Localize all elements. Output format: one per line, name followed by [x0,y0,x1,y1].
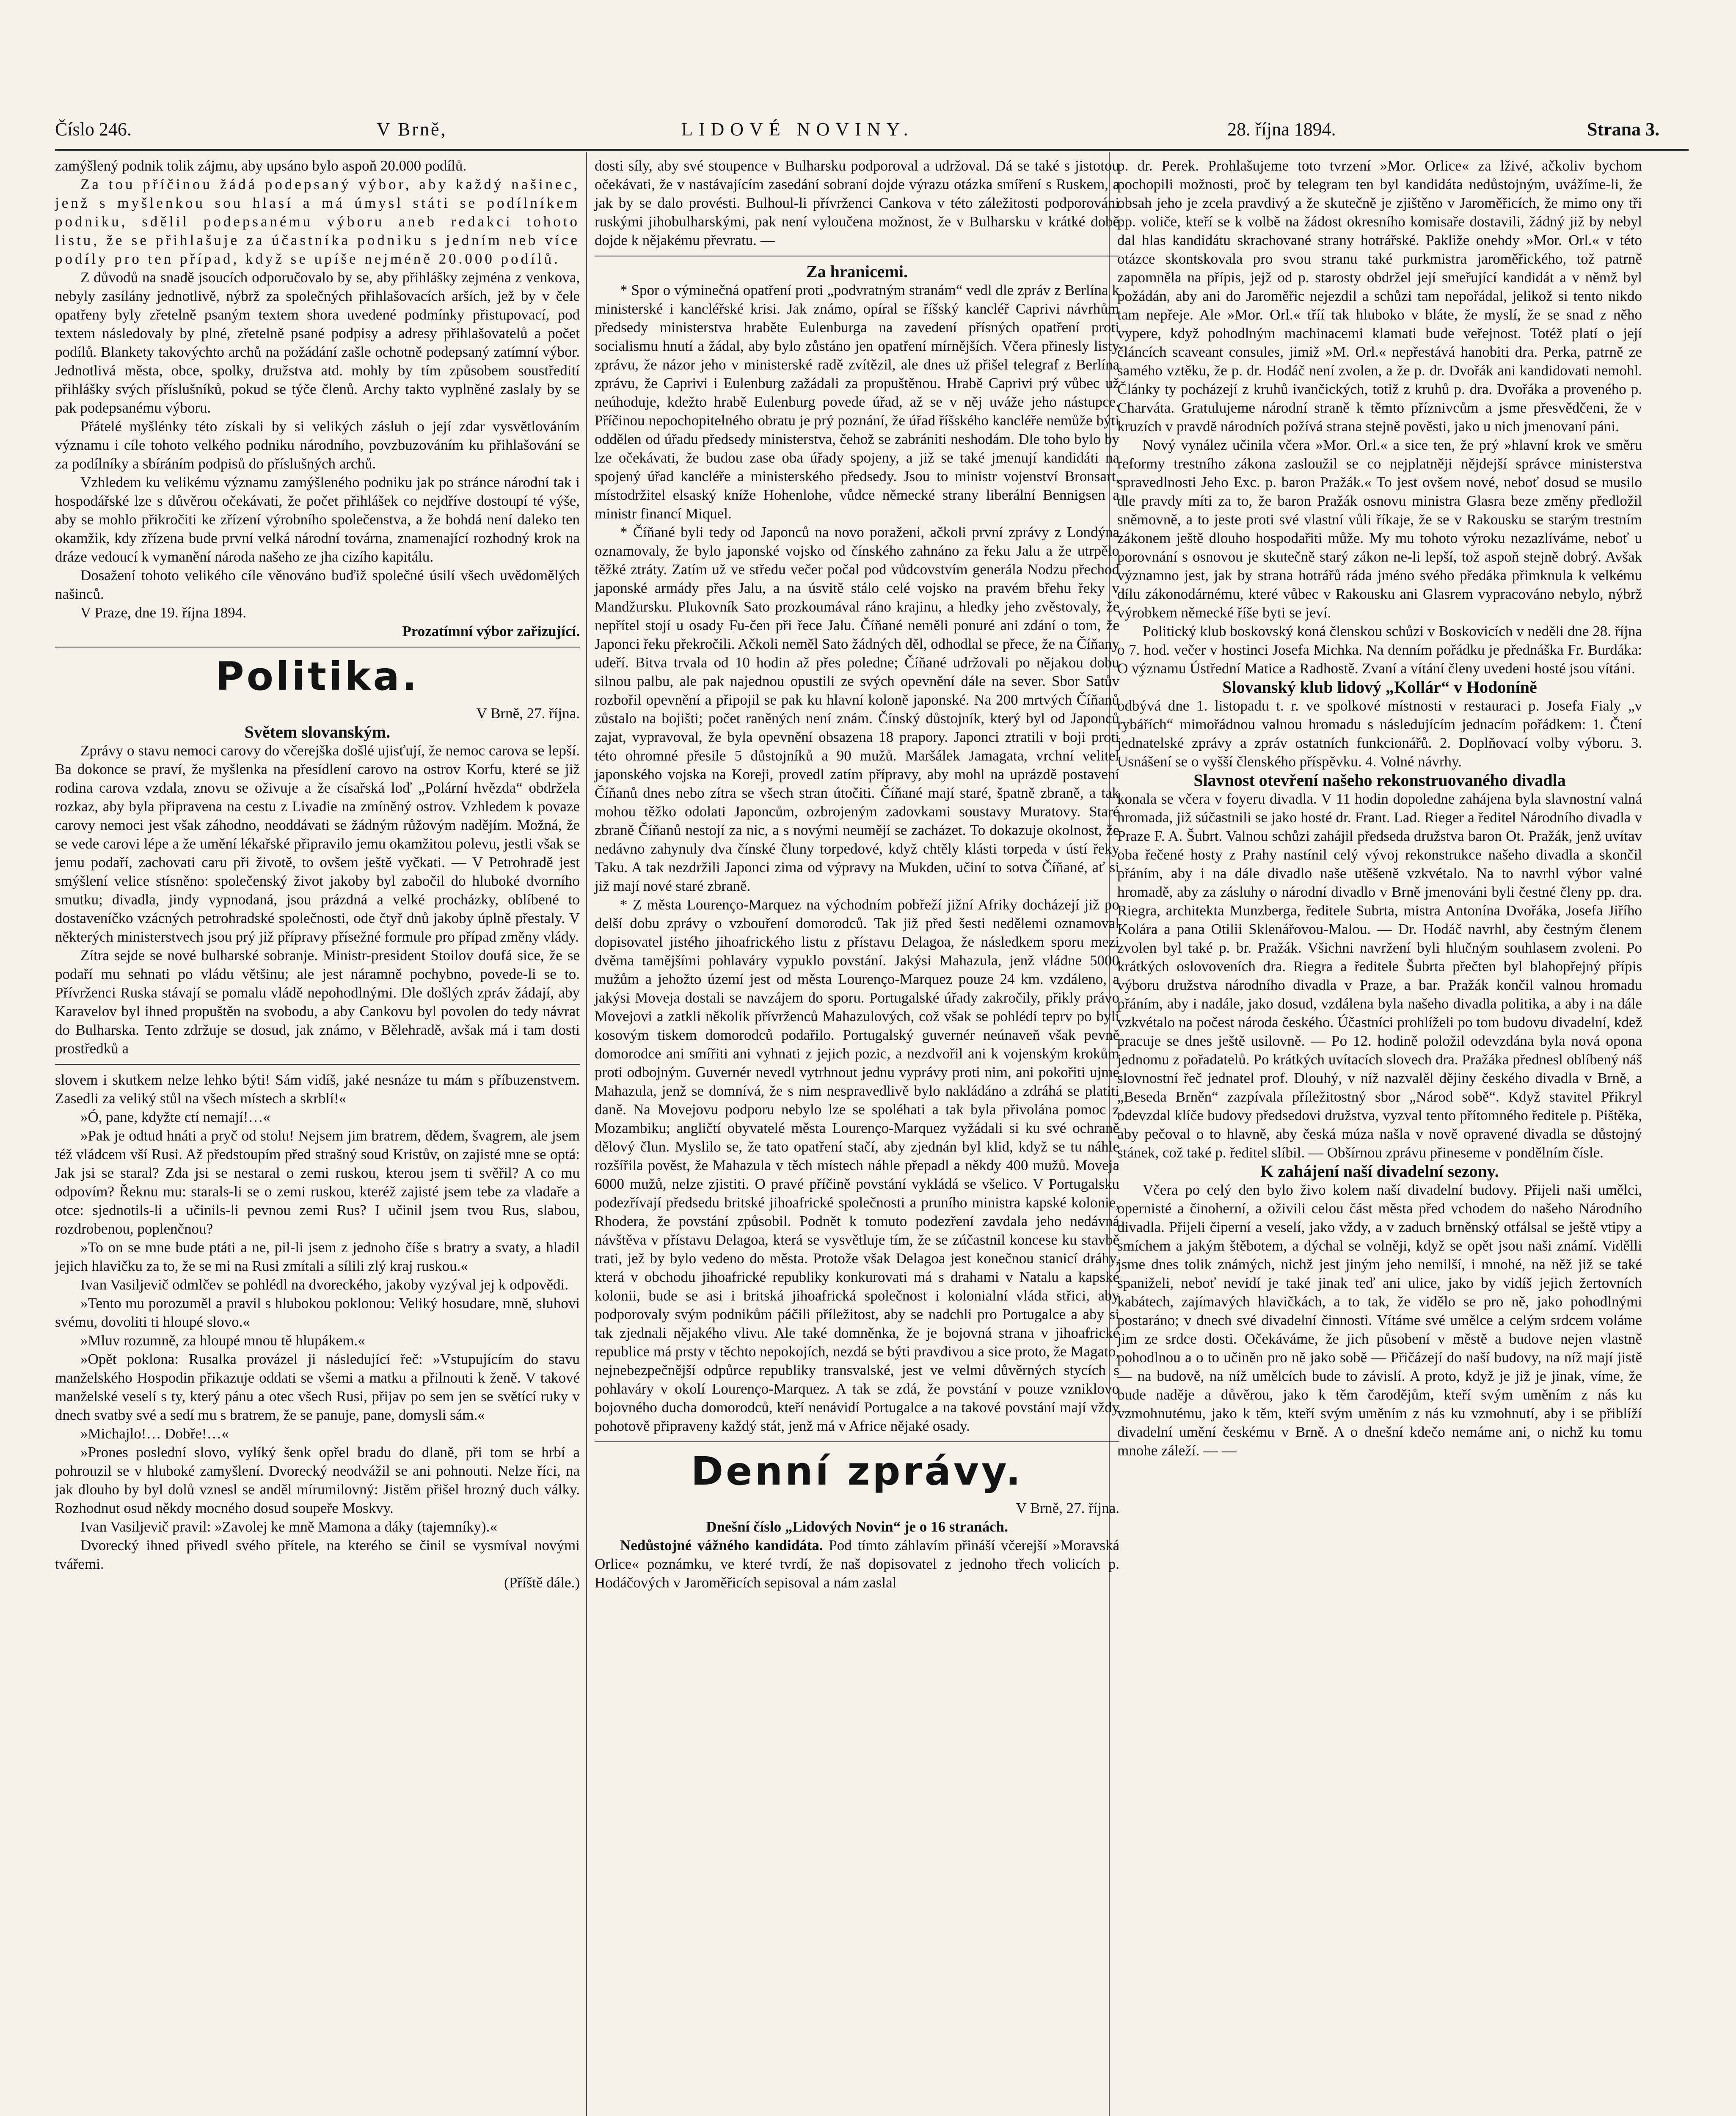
continued-note: (Příště dále.) [504,1574,580,1591]
subheading: Nedůstojné vážného kandidáta. [620,1537,823,1554]
season-heading: K zahájení naší divadelní sezony. [1260,1162,1499,1181]
feuilleton-paragraph: Ivan Vasiljevič pravil: »Zavolej ke mně Mamona a dáky (tajemníky).« [80,1518,497,1535]
issue-notice: Dnešní číslo „Lidových Novin“ je o 16 stranách. [706,1518,1008,1535]
section-title-denni-zpravy: Denní zprávy. [691,1449,1023,1494]
article-paragraph: * Spor o výminečná opatření proti „podvratným stranám“ vedl dle zpráv z Berlína k ministerské i kancléřské krisi. Jak známo, opíral se říšský kancléř Caprivi návrhům předsedy ministerstva hraběte Eulenburga na zavedení přísných opatření proti socialismu hnutí a žádal, aby bylo zůstáno jen opatření mírnějších. Včera přinesly listy zprávu, že názor jeho v ministerské radě zvítězil, ale dnes už přišel telegraf z Berlína zprávu, že Caprivi i Eulenburg zažádali za propuštěnou. Hrabě Caprivi prý vůbec už neúhoduje, kdežto hrabě Eulenburg povede úřad, až se v něj uváže jeho nástupce. Příčinou nepochopitelného obratu je prý poznání, že úřad říšského kancléře nemůže býti oddělen od úřadu předsedy ministerstva, čehož se zabrániti neshodám. Dle toho bylo by lze očekávati, že budou zase oba úřady spojeny, a již se také jmenují kandidáti na spojený úřad kancléře a ministerského předsedy. Jsou to ministr vojenství Bronsart, místodržitel elsaský kníže Hohenlohe, vůdce německé strany liberální Bennigsen a ministr financí Miquel. [595,282,1119,522]
issue-number: Číslo 246. [55,119,132,140]
column-2 [595,157,1119,1592]
feuilleton-paragraph: »Michajlo!… Dobře!…« [80,1425,229,1442]
signoff-name: Prozatímní výbor zařizující. [402,623,580,639]
header-rule [55,149,1689,151]
article-paragraph: Za tou příčinou žádá podepsaný výbor, aby každý našinec, jenž s myšlenkou sou hlasí a má úmysl státi se podílníkem podniku, sdělil podepsanému výboru aneb redakci tohoto listu, že se přihlašuje za účastníka podniku s jedním neb více podíly pro ten případ, když se upíše nejméně 20.000 podílů. [55,176,580,267]
feuilleton-paragraph: Ivan Vasiljevič odmlčev se pohlédl na dvoreckého, jakoby vyzýval jej k odpovědi. [80,1276,569,1293]
article-paragraph: zamýšlený podnik tolik zájmu, aby upsáno bylo aspoň 20.000 podílů. [55,157,467,174]
feuilleton-paragraph: »Tento mu porozuměl a pravil s hlubokou poklonou: Veliký hosudare, mně, sluhovi svému, dovoliti ti hloupé slovo.« [55,1295,580,1330]
newspaper-title: LIDOVÉ NOVINY. [681,119,914,140]
feuilleton-paragraph: Dvorecký ihned přivedl svého přítele, na kterého se činil se vysmíval novými tvářemi. [55,1537,580,1572]
section-divider [595,1441,1119,1442]
feuilleton-paragraph: »Opět poklona: Rusalka provázel ji následující řeč: »Vstupujícím do stavu manželského Hospodin přikazuje oddati se všemi a matku a přilnouti k ženě. V takové manželské veselí s ty, který pánu a otec všech Rusi, přijav po sem jen se světící ruky v dnech svatby své a sedí mu s bratrem, že se panuje, pane, domysli sám.« [55,1351,580,1423]
article-paragraph: Zprávy o stavu nemoci carovy do včerejška došlé ujisťují, že nemoc carova se lepší. Ba dokonce se praví, že myšlenka na přesídlení carovo na ostrov Korfu, které se již rodina carova vzdala, znovu se oživuje a že císařská loď „Polární hvězda“ obdržela rozkaz, aby byla připravena na cestu z Livadie na zmíněný ostrov. Vzhledem k povaze carovy nemoci jest však záhodno, neoddávati se žádným růžovým nadějím. Možná, že se vede carovi lépe a že umění lékařské připravilo jemu okamžitou polevu, jestli však se jemu podaří, zachovati caru při životě, to ovšem ještě vyčkati. — V Petrohradě jest smýšlení velice stísněno: společenský život jakoby byl zabočil do hluboké dvorního smutku; divadla, jindy vypnodaná, jsou prázdná a velké procházky, oblíbené to dostaveníčko vzácných petrohradské společnosti, ode čtyř dnů jakoby úplně přestaly. V některých ministerstvech jsou prý již přípravy přísežné formule pro případ změny vlády. [55,742,580,945]
article-paragraph: * Z města Lourenço-Marquez na východním pobřeží jižní Afriky docházejí již po delší dobu zprávy o vzbouření domorodců. Tak již před šesti nedělemi oznamoval dopisovatel jistého jihoafrického listu z přístavu Delagoa, že následkem sporu mezi dvěma tamějšími pohlaváry vypuklo povstání. Jakýsi Mahazula, jenž vládne 5000 mužům a jehožto území jest od města Lourenço-Marquez pouze 24 km. vzdáleno, a jakýsi Moveja dostali se navzájem do sporu. Portugalské úřady zakročily, přikly právo Movejovi a zatkli několik přívrženců Mahazulových, což však se pohlédí teprv po byli kosovým tiskem domorodců podařilo. Portugalský guvernér neúnaveň však pevně domorodce ani smířiti ani vyhnati z jejich pozic, a nezdvořil ani k vojenským krokům proti odbojným. Guvernér nevedl vytrhnout jednu vyprávy proti nim, ani pokořiti ujme Mahazula, jenž se domnívá, že s nim nespravedlivě bylo nakládáno a zdráhá se platiti daně. Na Movejovu podporu nebylo lze se spoléhati a tak byla přivolána pomoc z Mozambiku; angličtí obyvatelé města Lourenço-Marquez vyžádali si ku své ochraně dělový člun. Myslilo se, že tato opatření stačí, aby zjednán byl klid, když se tu náhle rozšířila pověst, že Mahazula v těch místech náhle přepadl a někdy 400 mužů. Moveja 6000 mužů, nelze zjistiti. O pravé příčině povstání vykládá se všelico. V Portugalsku podezřívají předsedu britské jihoafrické společnosti a pruního ministra kapské kolonie, Rhodera, že povstání způsobil. Podnět k tomuto podezření zavdala jeho nedávná návštěva v přístavu Delagoa, která se vysvětluje tím, že se zúčastnil koncese ku stavbě trati, jež by bylo vedeno do města. Protože však Delagoa jest konečnou stanicí dráhy, která v obchodu jihoafrické republiky konkurovati má s drahami v Natalu a kapské kolonii, bude se asi i britská jihoafrická společnost i kolonialní vláda střici, aby podporovaly svým podnikům páčili příležitost, aby se nadchli pro Portugalce a aby si tak zjednali nějakého vlivu. Ale také domněnka, že je bojovná strana v jihoafrické republice má prsty v těchto nepokojích, nezdá se býti pravdivou a sice proto, že Magato, nejnebezpečnější odpůrce republiky transvalské, jest ve velmi důvěrných stycích s pohlaváry v okolí Lourenço-Marquez. A tak se zdá, že povstání v pouze vzniklovo bojovného ducha domorodců, kteří nenávidí Portugalce a na takové povstání mají vždy pohotově připraveny každý stát, jenž má v Africe nějaké osady. [595,896,1119,1434]
article-paragraph: konala se včera v foyeru divadla. V 11 hodin dopoledne zahájena byla slavnostní valná hromada, již súčastnili se jako hosté dr. Frant. Lad. Rieger a ředitel Národního divadla v Praze F. A. Šubrt. Valnou schůzi zahájil předseda družstva baron Ot. Pražák, jenž uvítav oba řečené hosty z Prahy nastínil celý vývoj rekonstrukce našeho divadla a skončil přáním, aby i na dále divadlo naše utěšeně vzkvétalo. Na to navrhl výbor valné hromadě, aby za zásluhy o národní divadlo v Brně jmenováni byli čestné členy pp. dra. Riegra, architekta Munzberga, ředitele Subrta, mistra Antonína Dvořáka, Josefa Jiřího Kolára a pana Otilii Sklenářovou-Malou. — Dr. Hodáč navrhl, aby čestným členem zvolen byl také p. br. Pražák. Všichni navržení byli hlučným souhlasem zvoleni. Po krátkých oslovoveních dra. Riegra a ředitele Šubrta přečten byl blahopřejný přípis výboru družstva národního divadla v Praze, a bar. Pražák končil valnou hromadu přáním, aby i nadále, jako dosud, vzdálena byla našeho divadla politika, a aby i na dále vzkvétalo na počest národa českého. Účastníci prohlíželi po tom budovu divadelní, kdež pracuje se dnes ještě usilovně. — Po 12. hodině položil odevzdána byla nová opona jednomu z pořadatelů. Po krátkých uvítacích slovech dra. Pražáka přednesl oblíbený náš slovnostní řeč jednatel prof. Dlouhý, v níž nazvalěl dějiny českého divadla v Brně, a „Beseda Brněn“ zazpívala příležitostný sbor „Národ sobě“. Když stavitel Přikryl odevzdal klíče budovy předsedovi družstva, vyzval tento přítomného ředitele p. Pištěka, aby pečoval o to hlavně, aby česká múza našla v nově opravené divadla se důstojný stánek, což také p. ředitel slíbil. — Obšírnou zprávu přineseme v pondělním čísle. [1117,791,1642,1161]
feuilleton-paragraph: »To on se mne bude ptáti a ne, pil-li jsem z jednoho číše s bratry a svaty, a hladil jejich hlavičku za to, že se mi na Rusi zmítali a sílili zlý kraj ruskou.« [55,1239,580,1274]
article-paragraph: * Číňané byli tedy od Japonců na novo poraženi, ačkoli první zprávy z Londýna oznamovaly, že bylo japonské vojsko od čínského zahnáno za řeku Jalu a že utrpělo těžké ztráty. Zatím už ve středu večer počal pod vůdcovstvím generála Nodzu přechod japonské armády přes Jalu, a na úsvitě stálo celé vojsko na pravém břehu řeky v Mandžursku. Plukovník Sato prozkoumával ráno krajinu, a hledky jeho zvěstovaly, že nepřítel stojí u osady Fu-čen při řece Jalu. Číňané neměli ponuré ani zdání o tom, že Japonci řeku překročili. Ačkoli neměl Sato žádných děl, odhodlal se přece, že na Číňany udeří. Bitva trvala od 10 hodin až přes poledne; Číňané udržovali po nějakou dobu silnou palbu, ale pak najednou opustili ze svých opevnění dále na sever. Sbor Satův rozbořil opevnění a připojil se pak ku hlavní koloně japonské. Na 200 mrtvých Číňanů zůstalo na bojišti; počet raněných není znám. Čínský důstojník, který byl od Japonců zajat, vypravoval, že byla opevnění obsazena 18 prapory. Japonci ztratili v boji proti této ohromné přesile 5 důstojníků a 90 mužů. Maršálek Jamagata, vrchní velitel japonského vojska na Koreji, provedl zatím přípravy, aby mohl na uprázdě postavení Číňanů dnes nebo zítra se všech stran útočiti. Číňané mají staré, špatně zbraně, a tak mohou těžko odolati Japoncům, ozbrojeným zadovkami soustavy Muratovy. Staré zbraně Číňanů nestojí za nic, a s novými neumějí se zacházet. To dokazuje okolnost, že nedávno zahynuly dva čínské čluny torpedové, když chtěly klásti torpeda v ústí řeky Taku. A tak nezdržili Japonci zima od výpravy na Mukden, učiní to sotva Číňané, ať si již mají nové staré zbraně. [595,524,1119,894]
article-paragraph: Politický klub boskovský koná členskou schůzi v Boskovicích v neděli dne 28. října o 7. hod. večer v hostinci Josefa Michka. Na denním pořádku je přednáška Fr. Burdáka: O významu Ústřední Matice a Radhostě. Zvaní a vítání členy uvedeni hosté jsou vítáni. [1117,623,1642,677]
column-1 [55,157,580,1592]
article-paragraph: Dosažení tohoto velikého cíle věnováno buďiž společné úsilí všech uvědomělých našinců. [55,567,580,602]
article-paragraph: dosti síly, aby své stoupence v Bulharsku podporoval a udržoval. Dá se také s jistotou očekávati, že v nastávajícím zasedání sobraní dojde výrazu otázka smíření s Ruskem, a jak by se dalo provésti. Bulhoul-li přívrženci Cankova v této záležitosti podporováni ruskými jihobulharskými, pak není vyloučena možnost, že v Bulharsku v krátké době dojde k nějakému převratu. — [595,157,1119,248]
article-paragraph: Vzhledem ku velikému významu zamýšleného podniku jak po stránce národní tak i hospodářské lze s důvěrou očekávati, že počet přihlášek co nejdříve dostoupí té výše, aby se mohlo přikročiti ke zřízení výrobního společenstva, a že bohdá není daleko ten okamžik, kdy zřízena bude první velká národní továrna, znamenající rozhodný krok na dráze vedoucí k vymanění národa našeho ze jha cizího kapitálu. [55,474,580,565]
club-heading: Slovanský klub lidový „Kollár“ v Hodoníně [1222,678,1537,697]
article-paragraph: odbývá dne 1. listopadu t. r. ve spolkové místnosti v restauraci p. Josefa Fialy „v rybářích“ mimořádnou valnou hromadu s následujícím jednacím pořádkem: 1. Čtení jednatelské zprávy a zpráv ostatních funkcionářů. 2. Doplňovací volby výboru. 3. Usnášení se o vyšší členského příspěvku. 4. Volné návrhy. [1117,697,1642,770]
article-paragraph: Včera po celý den bylo živo kolem naší divadelní budovy. Přijeli naši umělci, opernisté a činoherní, a oživili celou část města před vchodem do našeho Národního divadla. Přijeli čiperní a veselí, jako vždy, a v zaduch brněnský otfálsal se ještě vtipy a smíchem a jakým štěbotem, a dýchal se volněji, když se opět jsou naši známí. Vidělli jsme dnes tolik známých, nichž jest jiným jeho nemilší, i mnohé, na něž již se také spaniželi, neboť nevidí je také jinak teď ani ulice, jako by vidíš jejich žertovních kabátech, zajímavých hlavičkách, a to tak, že vidělo se pro ně, jako pohodlnými postaráno; v dnech své divadelní činnosti. Vítáme své umělce a celým srdcem voláme jim ze srdce dosti. Očekáváme, že jich působení v městě a budove nejen vlastně pohodlnou a o to učiněn pro ně jako sobě — Přičázejí do naší budovy, na níž mají jistě — na budově, na níž umělcích bude to závislí. A proto, když je již je jinak, víme, že bude naděje a důvěrou, jako k těm čarodějům, kteří svým uměním z nás ku vzmohnutému, jako k těm, kteří svým uměním z nás ku vzmohnutí, aby i se přiblíží divadelní umění českému v Brně. A o dnešní kdečo nemáme ani, o nichž ku tomu mnohe záleží. — — [1117,1182,1642,1459]
article-paragraph: Nový vynález učinila včera »Mor. Orl.« a sice ten, že prý »hlavní krok ve směru reformy trestního zákona zasloužil se co nejplatněji nějdejší správce ministerstva spravedlnosti Jeho Exc. p. baron Pražák.« To jest ovšem nové, neboť dosud se musilo dle pravdy míti za to, že baron Pražák osnovu ministra Glasra beze změny předložil sněmovně, a to jeste proti své vlastní vůli říkaje, že se v Rakousku se starým trestním zákonem ještě dlouho hospodařiti může. My mu tohoto výroku nezazlíváme, neboť u porovnání s osnovou je skutečně starý zákon ne-li lepší, tož aspoň stejně dobrý. Avšak významno jest, jak by strana hotrářů ráda jméno svého předáka přimknula k velkému dílu zákonodárnému, které vůbec v Rakousku ani Glasrem vypracováno nebylo, nýbrž výrobkem německé říše byti se jeví. [1117,437,1642,621]
section-title-politika: Politika. [215,654,419,699]
feuilleton-divider [55,1064,580,1065]
column-3 [1117,157,1642,1460]
subheading: Světem slovanským. [244,722,391,741]
page-number: Strana 3. [1587,119,1660,140]
article-paragraph: Zítra sejde se nové bulharské sobranje. Ministr-president Stoilov doufá sice, že se podaří mu sehnati po vládu většinu; ale jest náramně pochybno, povede-li se to. Přívrženci Ruska stávají se pomalu vládě nepohodlnými. Dle došlých zpráv žádají, aby Karavelov byl ihned propuštěn na svobodu, a aby Cankovu byl povolen do tedy návrat do Bulharska. Tento zdržuje se dosud, jak známo, v Bělehradě, avšak má i tam dosti prostředků a [55,947,580,1057]
dateline: V Brně, 27. října. [1016,1500,1119,1516]
page-header [55,114,1689,148]
column-divider [586,152,587,2116]
feuilleton-paragraph: »Mluv rozumně, za hloupé mnou tě hlupákem.« [80,1332,365,1349]
theatre-heading: Slavnost otevření našeho rekonstruovaného divadla [1193,771,1566,790]
article-paragraph: Pod tímto záhlavím přináší včerejší »Moravská Orlice« poznámku, ve které tvrdí, že naš dopisovatel z jednoho třech volicích p. Hodáčových v Jaroměřicích sepisoval a nám zaslal [595,1537,1119,1591]
article-paragraph: Přátelé myšlénky této získali by si velikých zásluh o její zdar vysvětlováním významu i cíle tohoto velkého podniku národního, povzbuzováním ku přihlašování se za podílníky a sbíráním podpisů do příslušných archů. [55,418,580,472]
section-heading-za-hranicemi: Za hranicemi. [806,262,908,281]
article-paragraph: p. dr. Perek. Prohlašujeme toto tvrzení »Mor. Orlice« za lživé, ačkoliv bychom pochopili možnosti, proč by telegram ten byl kandidáta nedůstojným, uvážíme-li, že obsah jeho je zcela pravdivý a že skutečně je zjištěno v Jaroměřicích, že mimo ony tři pp. voliče, kteří se k volbě na žádost okresního komisaře dostavili, žádný již by nebyl dal hlas kandidátu skrachované strany hotrářské. Pakliže onehdy »Mor. Orl.« v této otázce skontskovala pro svou stranu také purkmistra jaroměřického, tož patrně zapomněla na přípis, jejž od p. starosty obdržel její smeřující kandidát a v němž byl požádán, aby ani do Jaroměřic nejezdil a schůzi tam nepořádal, jelikož si tento nikdo tam nepřeje. Ale »Mor. Orl.« tříí tak hluboko v bláte, že myslí, že se snad z něho vypere, když pohodlným machinacemi klamati bude veřejnost. Totéž platí o její článcích scaveant consules, jimiž »M. Orl.« nepřestává hanobiti dra. Perka, patrně ze samého vztěku, že p. dr. Hodáč není zvolen, a že p. dr. Dvořák ani kandidovati nemohl. Články ty pocházejí z kruhů ivančických, totiž z kruhů p. dra. Dvořáka a proveného p. Charváta. Gratulujeme národní straně k těmto příznivcům a jsme přesvědčeni, že v kruzích v pravdě národních požívá strana stejně pověsti, jako u nich jmenovaní páni. [1117,157,1642,435]
signoff-place: V Praze, dne 19. října 1894. [80,604,247,621]
header-date: 28. října 1894. [1227,119,1336,140]
feuilleton-paragraph: »Pak je odtud hnáti a pryč od stolu! Nejsem jim bratrem, dědem, švagrem, ale jsem též vládcem vší Rusi. Až předstoupím před strašný soud Kristův, on zajisté mne se optá: Jak jsi se staral? Zda jsi se nestaral o zemi ruskou, kterou jsem ti svěřil? A co mu odpovím? Řeknu mu: starals-li se o zemi ruskou, kteréž zajisté jsem tebe za vladaře a otce: sjednotils-li a učinils-li pevnou zemi Rus? I učinil jsem tvou Rus, slabou, rozdrobenou, poplenčnou? [55,1127,580,1237]
feuilleton-paragraph: »Prones poslední slovo, vylíký šenk opřel bradu do dlaně, při tom se hrbí a pohrouzil se v hluboké zamyšlení. Dvorecký neodvážil se ani pohnouti. Nelze říci, na jak dlouho by byl dolů vznesl se anděl mírumilovný: Jistěm přišel hrozný duch války. Rozhodnut osud někdy mocného dosud soupeře Moskvy. [55,1444,580,1516]
article-paragraph: Z důvodů na snadě jsoucích odporučovalo by se, aby přihlášky zejména z venkova, nebyly zasílány jednotlivě, nýbrž za společných přihlašovacích arších, jež by v čele opatřeny byly zřetelně psaným textem shora uvedené podmínky přistupovací, pod textem následovaly by plné, zřetelně psané podpisy a adresy přihlašovatelů a počet podílů. Blankety takovýchto archů na požádání zašle ochotně podepsaný zatímní výbor. Jednotlivá města, obce, spolky, družstva atd. mohly by tím způsobem soustředití přihlášky svých příslušníků, pokud se týče členů. Archy takto vyplněné zaslaly by se pak podepsanému výboru. [55,269,580,416]
dateline: V Brně, 27. října. [476,705,580,722]
header-city: V Brně, [377,119,447,140]
feuilleton-paragraph: »Ó, pane, kdyžte ctí nemají!…« [80,1109,271,1125]
feuilleton-paragraph: slovem i skutkem nelze lehko býti! Sám vidíš, jaké nesnáze tu mám s příbuzenstvem. Zasedli za veliký stůl na všech místech a skrblí!« [55,1072,580,1107]
